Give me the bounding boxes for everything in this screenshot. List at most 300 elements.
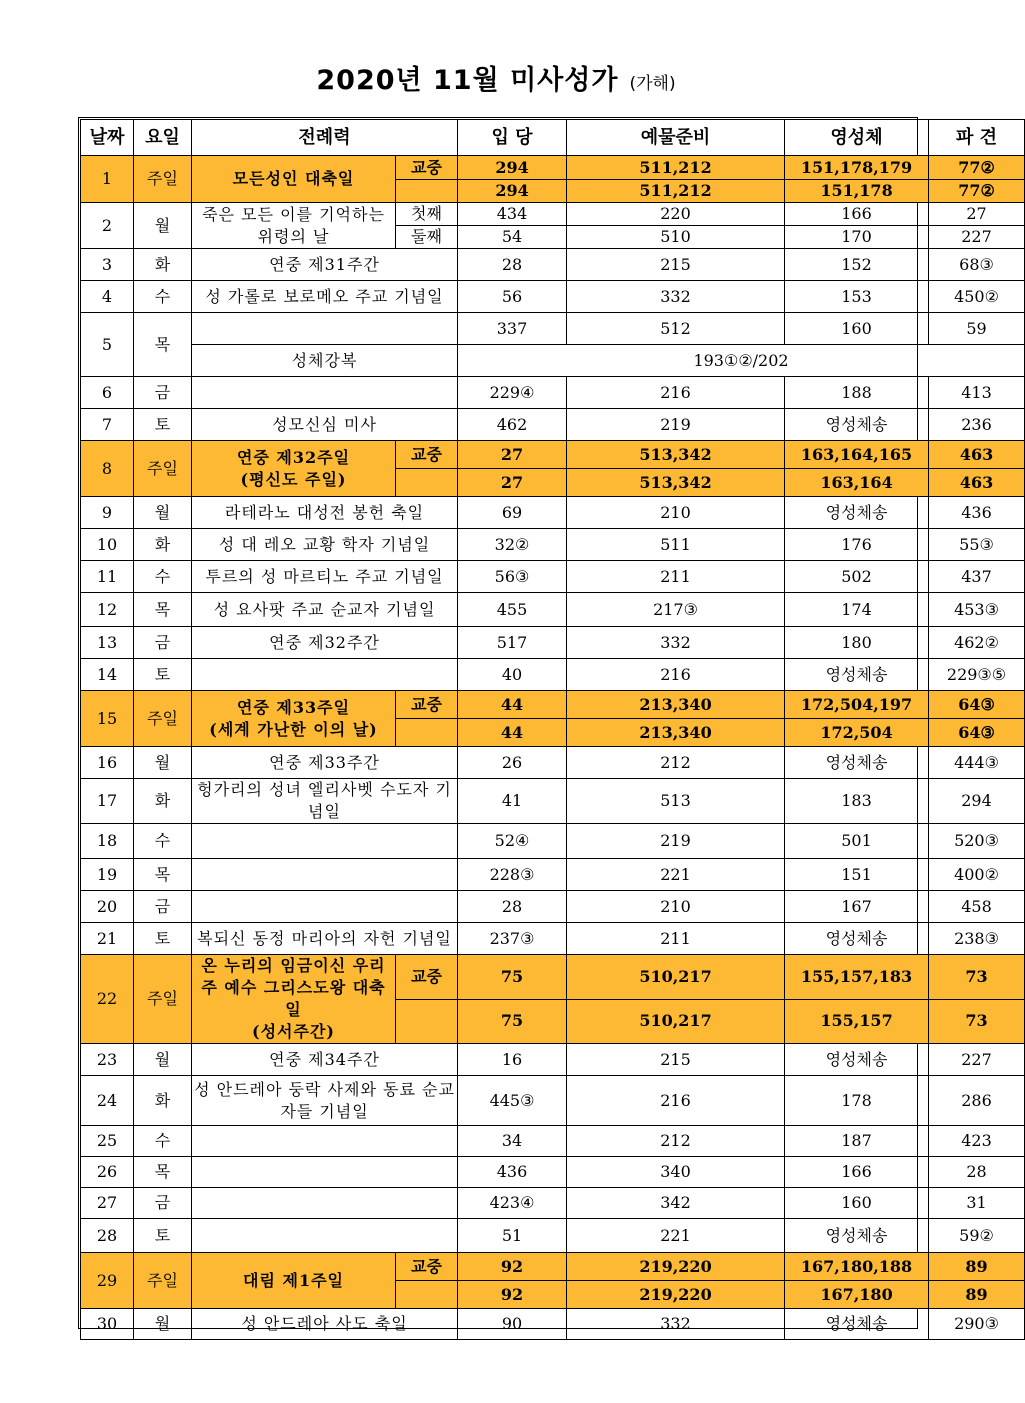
table-row bbox=[81, 1126, 1025, 1157]
communion-cell: 174 bbox=[785, 593, 929, 627]
table-row bbox=[81, 441, 1025, 469]
header-offertory: 예물준비 bbox=[567, 120, 785, 156]
offertory-cell: 212 bbox=[567, 747, 785, 779]
date-cell: 27 bbox=[81, 1188, 134, 1219]
table-row bbox=[81, 249, 1025, 281]
mass-label-cell bbox=[396, 1281, 458, 1309]
dismissal-cell: 462② bbox=[929, 627, 1025, 659]
liturgy-cell: 연중 제31주간 bbox=[192, 249, 458, 281]
weekday-cell: 주일 bbox=[134, 156, 192, 203]
entrance-cell: 69 bbox=[458, 497, 567, 529]
offertory-cell: 513,342 bbox=[567, 469, 785, 497]
mass-label-cell: 교중 bbox=[396, 441, 458, 469]
date-cell: 29 bbox=[81, 1253, 134, 1309]
offertory-cell: 513,342 bbox=[567, 441, 785, 469]
liturgy-cell bbox=[192, 441, 396, 497]
table-row bbox=[81, 561, 1025, 593]
date-cell: 7 bbox=[81, 409, 134, 441]
mass-label-cell: 교중 bbox=[396, 156, 458, 180]
entrance-cell: 237③ bbox=[458, 923, 567, 955]
weekday-cell: 금 bbox=[134, 891, 192, 923]
table-row bbox=[81, 824, 1025, 859]
communion-cell: 163,164,165 bbox=[785, 441, 929, 469]
communion-cell: 영성체송 bbox=[785, 923, 929, 955]
offertory-cell: 332 bbox=[567, 627, 785, 659]
date-cell: 5 bbox=[81, 313, 134, 377]
table-row bbox=[81, 281, 1025, 313]
communion-cell: 영성체송 bbox=[785, 409, 929, 441]
entrance-cell: 455 bbox=[458, 593, 567, 627]
liturgy-cell: 성모신심 미사 bbox=[192, 409, 458, 441]
dismissal-cell: 64③ bbox=[929, 691, 1025, 719]
weekday-cell: 금 bbox=[134, 627, 192, 659]
liturgy-cell: 성 가롤로 보로메오 주교 기념일 bbox=[192, 281, 458, 313]
table-row bbox=[81, 1309, 1025, 1340]
offertory-cell: 221 bbox=[567, 1219, 785, 1253]
date-cell: 9 bbox=[81, 497, 134, 529]
entrance-cell: 75 bbox=[458, 955, 567, 1000]
weekday-cell: 토 bbox=[134, 659, 192, 691]
communion-cell: 영성체송 bbox=[785, 747, 929, 779]
communion-cell: 151,178,179 bbox=[785, 156, 929, 180]
dismissal-cell: 453③ bbox=[929, 593, 1025, 627]
communion-cell: 영성체송 bbox=[785, 1044, 929, 1076]
entrance-cell: 56 bbox=[458, 281, 567, 313]
offertory-cell: 211 bbox=[567, 561, 785, 593]
entrance-cell: 517 bbox=[458, 627, 567, 659]
table-row bbox=[81, 859, 1025, 891]
entrance-cell: 294 bbox=[458, 156, 567, 180]
dismissal-cell: 444③ bbox=[929, 747, 1025, 779]
weekday-cell: 목 bbox=[134, 313, 192, 377]
hymn-schedule-table bbox=[80, 119, 1025, 1340]
table-row bbox=[81, 1157, 1025, 1188]
mass-label-cell bbox=[396, 999, 458, 1044]
dismissal-cell: 59 bbox=[929, 313, 1025, 345]
offertory-cell: 511,212 bbox=[567, 156, 785, 180]
communion-cell: 188 bbox=[785, 377, 929, 409]
dismissal-cell: 227 bbox=[929, 226, 1025, 249]
table-row bbox=[81, 593, 1025, 627]
offertory-cell: 342 bbox=[567, 1188, 785, 1219]
table-row bbox=[81, 747, 1025, 779]
offertory-cell: 332 bbox=[567, 281, 785, 313]
liturgy-name: 온 누리의 임금이신 우리 주 예수 그리스도왕 대축일 bbox=[201, 956, 386, 1019]
communion-cell: 180 bbox=[785, 627, 929, 659]
date-cell: 25 bbox=[81, 1126, 134, 1157]
weekday-cell: 수 bbox=[134, 1126, 192, 1157]
entrance-cell: 28 bbox=[458, 249, 567, 281]
table-row bbox=[81, 497, 1025, 529]
liturgy-subtitle: (성서주간) bbox=[252, 1022, 335, 1041]
dismissal-cell: 463 bbox=[929, 441, 1025, 469]
communion-cell: 167 bbox=[785, 891, 929, 923]
date-cell: 20 bbox=[81, 891, 134, 923]
offertory-cell: 216 bbox=[567, 377, 785, 409]
date-cell: 15 bbox=[81, 691, 134, 747]
weekday-cell: 수 bbox=[134, 281, 192, 313]
dismissal-cell: 520③ bbox=[929, 824, 1025, 859]
offertory-cell: 212 bbox=[567, 1126, 785, 1157]
dismissal-cell: 227 bbox=[929, 1044, 1025, 1076]
communion-cell: 172,504,197 bbox=[785, 691, 929, 719]
liturgy-cell bbox=[192, 203, 396, 249]
communion-cell: 151 bbox=[785, 859, 929, 891]
dismissal-cell: 450② bbox=[929, 281, 1025, 313]
mass-label-cell: 둘째 bbox=[396, 226, 458, 249]
communion-cell: 167,180,188 bbox=[785, 1253, 929, 1281]
communion-cell: 영성체송 bbox=[785, 659, 929, 691]
offertory-cell: 219,220 bbox=[567, 1253, 785, 1281]
communion-cell: 155,157,183 bbox=[785, 955, 929, 1000]
offertory-cell: 510,217 bbox=[567, 955, 785, 1000]
offertory-cell: 513 bbox=[567, 779, 785, 824]
communion-cell: 178 bbox=[785, 1076, 929, 1126]
liturgy-cell bbox=[192, 891, 458, 923]
dismissal-cell: 400② bbox=[929, 859, 1025, 891]
entrance-cell: 92 bbox=[458, 1253, 567, 1281]
entrance-cell: 41 bbox=[458, 779, 567, 824]
communion-cell: 영성체송 bbox=[785, 497, 929, 529]
liturgy-cell bbox=[192, 659, 458, 691]
dismissal-cell: 286 bbox=[929, 1076, 1025, 1126]
date-cell: 3 bbox=[81, 249, 134, 281]
communion-cell: 163,164 bbox=[785, 469, 929, 497]
offertory-cell: 332 bbox=[567, 1309, 785, 1340]
table-row bbox=[81, 659, 1025, 691]
entrance-cell: 294 bbox=[458, 180, 567, 203]
dismissal-cell: 77② bbox=[929, 156, 1025, 180]
liturgy-name: 죽은 모든 이를 기억하는 위령의 날 bbox=[202, 204, 385, 246]
entrance-cell: 27 bbox=[458, 441, 567, 469]
date-cell: 8 bbox=[81, 441, 134, 497]
dismissal-cell: 413 bbox=[929, 377, 1025, 409]
liturgy-cell bbox=[192, 377, 458, 409]
liturgy-subtitle: (세계 가난한 이의 날) bbox=[209, 719, 378, 739]
weekday-cell: 목 bbox=[134, 1157, 192, 1188]
weekday-cell: 수 bbox=[134, 561, 192, 593]
date-cell: 16 bbox=[81, 747, 134, 779]
offertory-cell: 210 bbox=[567, 891, 785, 923]
dismissal-cell: 55③ bbox=[929, 529, 1025, 561]
table-row bbox=[81, 891, 1025, 923]
liturgy-cell: 헝가리의 성녀 엘리사벳 수도자 기념일 bbox=[192, 779, 458, 824]
communion-cell: 176 bbox=[785, 529, 929, 561]
entrance-cell: 462 bbox=[458, 409, 567, 441]
date-cell: 19 bbox=[81, 859, 134, 891]
liturgy-cell bbox=[192, 156, 396, 203]
liturgy-cell: 연중 제32주간 bbox=[192, 627, 458, 659]
mass-label-cell: 교중 bbox=[396, 1253, 458, 1281]
communion-cell: 172,504 bbox=[785, 719, 929, 747]
entrance-cell: 337 bbox=[458, 313, 567, 345]
entrance-cell: 26 bbox=[458, 747, 567, 779]
extra-value-cell: 193①②/202 bbox=[458, 345, 1025, 377]
entrance-cell: 34 bbox=[458, 1126, 567, 1157]
weekday-cell: 월 bbox=[134, 203, 192, 249]
entrance-cell: 44 bbox=[458, 719, 567, 747]
date-cell: 21 bbox=[81, 923, 134, 955]
liturgy-cell bbox=[192, 859, 458, 891]
table-row bbox=[81, 627, 1025, 659]
communion-cell: 160 bbox=[785, 1188, 929, 1219]
dismissal-cell: 229③⑤ bbox=[929, 659, 1025, 691]
weekday-cell: 주일 bbox=[134, 441, 192, 497]
communion-cell: 183 bbox=[785, 779, 929, 824]
header-liturgy: 전례력 bbox=[192, 120, 458, 156]
communion-cell: 152 bbox=[785, 249, 929, 281]
entrance-cell: 92 bbox=[458, 1281, 567, 1309]
entrance-cell: 445③ bbox=[458, 1076, 567, 1126]
dismissal-cell: 27 bbox=[929, 203, 1025, 226]
dismissal-cell: 31 bbox=[929, 1188, 1025, 1219]
date-cell: 4 bbox=[81, 281, 134, 313]
weekday-cell: 금 bbox=[134, 377, 192, 409]
communion-cell: 170 bbox=[785, 226, 929, 249]
liturgy-cell: 라테라노 대성전 봉헌 축일 bbox=[192, 497, 458, 529]
dismissal-cell: 59② bbox=[929, 1219, 1025, 1253]
title-sub: (가해) bbox=[629, 74, 676, 94]
weekday-cell: 토 bbox=[134, 1219, 192, 1253]
entrance-cell: 228③ bbox=[458, 859, 567, 891]
offertory-cell: 512 bbox=[567, 313, 785, 345]
dismissal-cell: 236 bbox=[929, 409, 1025, 441]
mass-label-cell: 첫째 bbox=[396, 203, 458, 226]
offertory-cell: 213,340 bbox=[567, 719, 785, 747]
communion-cell: 166 bbox=[785, 1157, 929, 1188]
table-row bbox=[81, 409, 1025, 441]
communion-cell: 151,178 bbox=[785, 180, 929, 203]
liturgy-cell bbox=[192, 1126, 458, 1157]
date-cell: 26 bbox=[81, 1157, 134, 1188]
weekday-cell: 주일 bbox=[134, 691, 192, 747]
liturgy-cell: 복되신 동정 마리아의 자헌 기념일 bbox=[192, 923, 458, 955]
entrance-cell: 51 bbox=[458, 1219, 567, 1253]
communion-cell: 160 bbox=[785, 313, 929, 345]
weekday-cell: 월 bbox=[134, 497, 192, 529]
date-cell: 23 bbox=[81, 1044, 134, 1076]
weekday-cell: 주일 bbox=[134, 955, 192, 1044]
weekday-cell: 월 bbox=[134, 1309, 192, 1340]
table-row bbox=[81, 1044, 1025, 1076]
liturgy-cell bbox=[192, 824, 458, 859]
liturgy-cell bbox=[192, 955, 396, 1044]
liturgy-cell bbox=[192, 691, 396, 747]
offertory-cell: 217③ bbox=[567, 593, 785, 627]
header-date: 날짜 bbox=[81, 120, 134, 156]
mass-label-cell bbox=[396, 469, 458, 497]
liturgy-name: 연중 제32주일 bbox=[236, 447, 351, 467]
offertory-cell: 211 bbox=[567, 923, 785, 955]
weekday-cell: 화 bbox=[134, 1076, 192, 1126]
table-row bbox=[81, 779, 1025, 824]
liturgy-cell bbox=[192, 1253, 396, 1309]
entrance-cell: 75 bbox=[458, 999, 567, 1044]
dismissal-cell: 64③ bbox=[929, 719, 1025, 747]
table-row bbox=[81, 955, 1025, 1000]
entrance-cell: 56③ bbox=[458, 561, 567, 593]
entrance-cell: 54 bbox=[458, 226, 567, 249]
entrance-cell: 28 bbox=[458, 891, 567, 923]
date-cell: 14 bbox=[81, 659, 134, 691]
entrance-cell: 40 bbox=[458, 659, 567, 691]
dismissal-cell: 77② bbox=[929, 180, 1025, 203]
liturgy-cell: 연중 제33주간 bbox=[192, 747, 458, 779]
table-row bbox=[81, 529, 1025, 561]
table-row bbox=[81, 345, 1025, 377]
weekday-cell: 목 bbox=[134, 859, 192, 891]
communion-cell: 영성체송 bbox=[785, 1219, 929, 1253]
communion-cell: 영성체송 bbox=[785, 1309, 929, 1340]
liturgy-cell bbox=[192, 1219, 458, 1253]
date-cell: 24 bbox=[81, 1076, 134, 1126]
date-cell: 1 bbox=[81, 156, 134, 203]
communion-cell: 502 bbox=[785, 561, 929, 593]
entrance-cell: 434 bbox=[458, 203, 567, 226]
mass-label-cell bbox=[396, 719, 458, 747]
entrance-cell: 436 bbox=[458, 1157, 567, 1188]
offertory-cell: 215 bbox=[567, 249, 785, 281]
dismissal-cell: 28 bbox=[929, 1157, 1025, 1188]
header-entrance: 입 당 bbox=[458, 120, 567, 156]
header-communion: 영성체 bbox=[785, 120, 929, 156]
offertory-cell: 213,340 bbox=[567, 691, 785, 719]
dismissal-cell: 423 bbox=[929, 1126, 1025, 1157]
weekday-cell: 금 bbox=[134, 1188, 192, 1219]
entrance-cell: 423④ bbox=[458, 1188, 567, 1219]
table-row bbox=[81, 203, 1025, 226]
offertory-cell: 216 bbox=[567, 1076, 785, 1126]
offertory-cell: 216 bbox=[567, 659, 785, 691]
offertory-cell: 219,220 bbox=[567, 1281, 785, 1309]
weekday-cell: 목 bbox=[134, 593, 192, 627]
dismissal-cell: 68③ bbox=[929, 249, 1025, 281]
table-row bbox=[81, 1076, 1025, 1126]
table-row bbox=[81, 923, 1025, 955]
table-row bbox=[81, 313, 1025, 345]
table-body bbox=[81, 156, 1025, 1340]
communion-cell: 187 bbox=[785, 1126, 929, 1157]
dismissal-cell: 89 bbox=[929, 1253, 1025, 1281]
date-cell: 2 bbox=[81, 203, 134, 249]
liturgy-subtitle: (평신도 주일) bbox=[240, 469, 347, 489]
date-cell: 11 bbox=[81, 561, 134, 593]
dismissal-cell: 436 bbox=[929, 497, 1025, 529]
liturgy-name: 모든성인 대축일 bbox=[232, 169, 355, 188]
offertory-cell: 340 bbox=[567, 1157, 785, 1188]
entrance-cell: 90 bbox=[458, 1309, 567, 1340]
communion-cell: 167,180 bbox=[785, 1281, 929, 1309]
extra-liturgy-cell: 성체강복 bbox=[192, 345, 458, 377]
table-row bbox=[81, 377, 1025, 409]
table-row bbox=[81, 1188, 1025, 1219]
dismissal-cell: 290③ bbox=[929, 1309, 1025, 1340]
mass-label-cell: 교중 bbox=[396, 691, 458, 719]
weekday-cell: 월 bbox=[134, 1044, 192, 1076]
offertory-cell: 215 bbox=[567, 1044, 785, 1076]
table-row bbox=[81, 691, 1025, 719]
weekday-cell: 토 bbox=[134, 923, 192, 955]
dismissal-cell: 463 bbox=[929, 469, 1025, 497]
weekday-cell: 토 bbox=[134, 409, 192, 441]
liturgy-cell bbox=[192, 1157, 458, 1188]
dismissal-cell: 73 bbox=[929, 955, 1025, 1000]
date-cell: 12 bbox=[81, 593, 134, 627]
weekday-cell: 수 bbox=[134, 824, 192, 859]
date-cell: 13 bbox=[81, 627, 134, 659]
liturgy-name: 대림 제1주일 bbox=[243, 1270, 344, 1290]
entrance-cell: 32② bbox=[458, 529, 567, 561]
table-row bbox=[81, 1219, 1025, 1253]
weekday-cell: 화 bbox=[134, 779, 192, 824]
liturgy-cell: 성 요사팟 주교 순교자 기념일 bbox=[192, 593, 458, 627]
date-cell: 17 bbox=[81, 779, 134, 824]
header-weekday: 요일 bbox=[134, 120, 192, 156]
date-cell: 18 bbox=[81, 824, 134, 859]
liturgy-name: 연중 제33주일 bbox=[236, 697, 351, 717]
mass-label-cell: 교중 bbox=[396, 955, 458, 1000]
dismissal-cell: 73 bbox=[929, 999, 1025, 1044]
liturgy-cell bbox=[192, 1188, 458, 1219]
liturgy-cell: 투르의 성 마르티노 주교 기념일 bbox=[192, 561, 458, 593]
table-row bbox=[81, 156, 1025, 180]
liturgy-cell: 성 안드레아 사도 축일 bbox=[192, 1309, 458, 1340]
offertory-cell: 219 bbox=[567, 824, 785, 859]
weekday-cell: 월 bbox=[134, 747, 192, 779]
liturgy-cell: 성 안드레아 둥락 사제와 동료 순교자들 기념일 bbox=[192, 1076, 458, 1126]
dismissal-cell: 458 bbox=[929, 891, 1025, 923]
weekday-cell: 화 bbox=[134, 529, 192, 561]
table-row bbox=[81, 1253, 1025, 1281]
offertory-cell: 511,212 bbox=[567, 180, 785, 203]
offertory-cell: 219 bbox=[567, 409, 785, 441]
weekday-cell: 주일 bbox=[134, 1253, 192, 1309]
liturgy-cell: 연중 제34주간 bbox=[192, 1044, 458, 1076]
offertory-cell: 221 bbox=[567, 859, 785, 891]
title-main: 2020년 11월 미사성가 bbox=[316, 65, 619, 96]
liturgy-cell: 성 대 레오 교황 학자 기념일 bbox=[192, 529, 458, 561]
date-cell: 10 bbox=[81, 529, 134, 561]
entrance-cell: 229④ bbox=[458, 377, 567, 409]
entrance-cell: 44 bbox=[458, 691, 567, 719]
communion-cell: 153 bbox=[785, 281, 929, 313]
date-cell: 30 bbox=[81, 1309, 134, 1340]
offertory-cell: 220 bbox=[567, 203, 785, 226]
page-title bbox=[0, 58, 992, 97]
dismissal-cell: 238③ bbox=[929, 923, 1025, 955]
entrance-cell: 16 bbox=[458, 1044, 567, 1076]
dismissal-cell: 294 bbox=[929, 779, 1025, 824]
offertory-cell: 510 bbox=[567, 226, 785, 249]
communion-cell: 155,157 bbox=[785, 999, 929, 1044]
mass-label-cell bbox=[396, 180, 458, 203]
liturgy-cell bbox=[192, 313, 458, 345]
header-dismissal: 파 견 bbox=[929, 120, 1025, 156]
header-row bbox=[81, 120, 1025, 156]
offertory-cell: 210 bbox=[567, 497, 785, 529]
offertory-cell: 511 bbox=[567, 529, 785, 561]
date-cell: 6 bbox=[81, 377, 134, 409]
date-cell: 22 bbox=[81, 955, 134, 1044]
dismissal-cell: 89 bbox=[929, 1281, 1025, 1309]
weekday-cell: 화 bbox=[134, 249, 192, 281]
communion-cell: 166 bbox=[785, 203, 929, 226]
dismissal-cell: 437 bbox=[929, 561, 1025, 593]
offertory-cell: 510,217 bbox=[567, 999, 785, 1044]
date-cell: 28 bbox=[81, 1219, 134, 1253]
entrance-cell: 52④ bbox=[458, 824, 567, 859]
communion-cell: 501 bbox=[785, 824, 929, 859]
